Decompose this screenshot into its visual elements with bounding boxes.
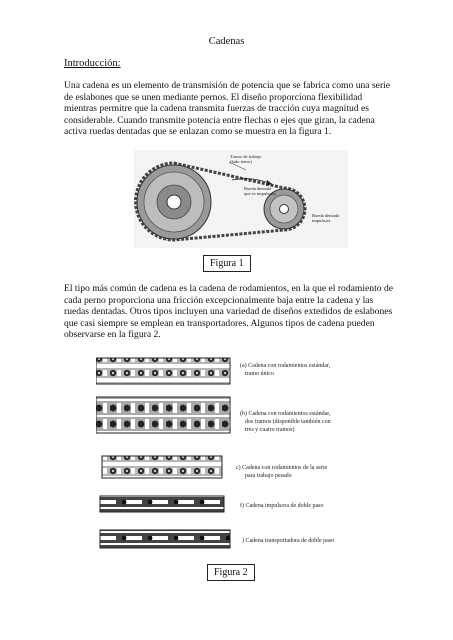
fig2-label-c1: c) Cadena con rodamientos de la serie — [236, 465, 328, 471]
fig2-label-c2: para trabajo pesado — [245, 473, 292, 479]
section-heading: Introducción: — [64, 58, 121, 69]
fig2-label-e: ) Cadena transportadora de doble paso — [242, 538, 335, 544]
fig2-label-a2: tramo único — [245, 371, 274, 377]
fig1-label-impulsada-sub: que es impulsada — [244, 191, 276, 196]
figure-1-sprocket-drive — [134, 150, 348, 248]
figure-2-caption: Figura 2 — [207, 564, 255, 581]
intro-paragraph: Una cadena es un elemento de transmisión de potencia que se fabrica como una serie de eslabones que se unen mediante pernos. El diseño proporciona flexibilidad mientras permitre que la cadena transmita fuerzas de tracción cuya magnitud es considerable. Cuando transmite potencia entre flechas o ejes que giran, la cadena activa ruedas dentadas que se enlazan como se muestra en la figura 1. — [64, 80, 391, 138]
fig2-label-d: f) Cadena impulsora de doble paso — [240, 503, 324, 509]
fig2-label-b2: dos tramos (disponible también con — [245, 419, 331, 425]
figure-2-chain-types — [96, 352, 368, 558]
figure-1-caption: Figura 1 — [203, 255, 251, 272]
fig1-label-impulsora-sub: impulsora — [312, 218, 331, 223]
document-title: Cadenas — [208, 36, 245, 47]
chain-double-pitch-conveyor — [100, 530, 230, 548]
chain-double-strand — [96, 397, 230, 433]
fig1-label-tramo-sub: (lado tenso) — [230, 159, 252, 164]
fig1-label-tramo: Tramo de trabajo — [230, 154, 262, 159]
fig2-label-b3: tres y cuatro tramos) — [245, 427, 295, 433]
chain-single-strand — [96, 358, 230, 384]
fig1-label-impulsada: Rueda dentada — [244, 186, 272, 191]
fig2-label-a1: (a) Cadena con rodamientos estándar, — [240, 363, 331, 369]
chain-types-paragraph: El tipo más común de cadena es la cadena de rodamientos, en la que el rodamiento de cada perno proporciona una fricción excepcionalmente baja entre la cadena y las ruedas dentadas. Otros tipos incluyen una variedad de diseños extedidos de eslabones que casi siempre se emplean en transportadores. Algunos tipos de cadena pueden observarse en la figura 2. — [64, 283, 393, 341]
chain-heavy-duty — [102, 456, 222, 478]
chain-double-pitch-drive — [100, 496, 224, 512]
fig1-label-impulsora: Rueda dentada — [312, 213, 340, 218]
fig2-label-b1: (b) Cadena con rodamientos estándar, — [240, 411, 331, 417]
